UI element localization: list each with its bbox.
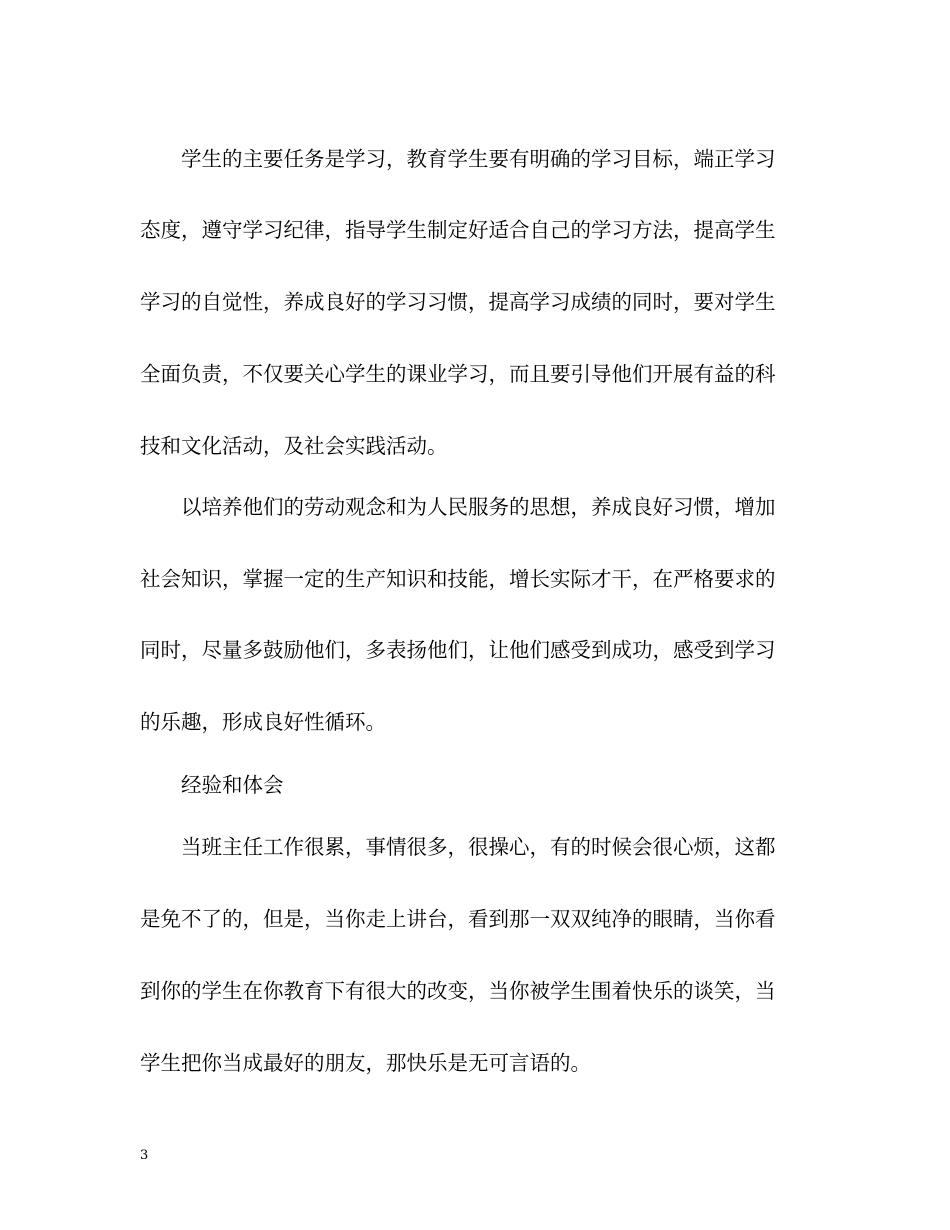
paragraph-2-line-4: 的乐趣，形成良好性循环。 xyxy=(140,710,386,734)
paragraph-1-line-5: 技和文化活动，及社会实践活动。 xyxy=(140,434,448,458)
paragraph-1-line-3: 学习的自觉性，养成良好的学习习惯，提高学习成绩的同时，要对学生 xyxy=(140,290,776,314)
paragraph-1-line-4: 全面负责，不仅要关心学生的课业学习，而且要引导他们开展有益的科 xyxy=(140,362,776,386)
paragraph-2-line-3: 同时，尽量多鼓励他们，多表扬他们，让他们感受到成功，感受到学习 xyxy=(140,638,776,662)
section-heading: 经验和体会 xyxy=(181,773,284,797)
paragraph-3-line-1: 当班主任工作很累，事情很多，很操心，有的时候会很心烦，这都 xyxy=(181,835,776,859)
paragraph-2-line-2: 社会知识，掌握一定的生产知识和技能，增长实际才干，在严格要求的 xyxy=(140,567,776,591)
paragraph-3-line-4: 学生把你当成最好的朋友，那快乐是无可言语的。 xyxy=(140,1051,591,1075)
paragraph-1-line-2: 态度，遵守学习纪律，指导学生制定好适合自己的学习方法，提高学生 xyxy=(140,218,776,242)
paragraph-3-line-3: 到你的学生在你教育下有很大的改变，当你被学生围着快乐的谈笑，当 xyxy=(140,979,776,1003)
page-number: 3 xyxy=(140,1148,149,1163)
paragraph-2-line-1: 以培养他们的劳动观念和为人民服务的思想，养成良好习惯，增加 xyxy=(181,495,776,519)
paragraph-3-line-2: 是免不了的，但是，当你走上讲台，看到那一双双纯净的眼睛，当你看 xyxy=(140,907,776,931)
paragraph-1-line-1: 学生的主要任务是学习，教育学生要有明确的学习目标，端正学习 xyxy=(181,147,776,171)
